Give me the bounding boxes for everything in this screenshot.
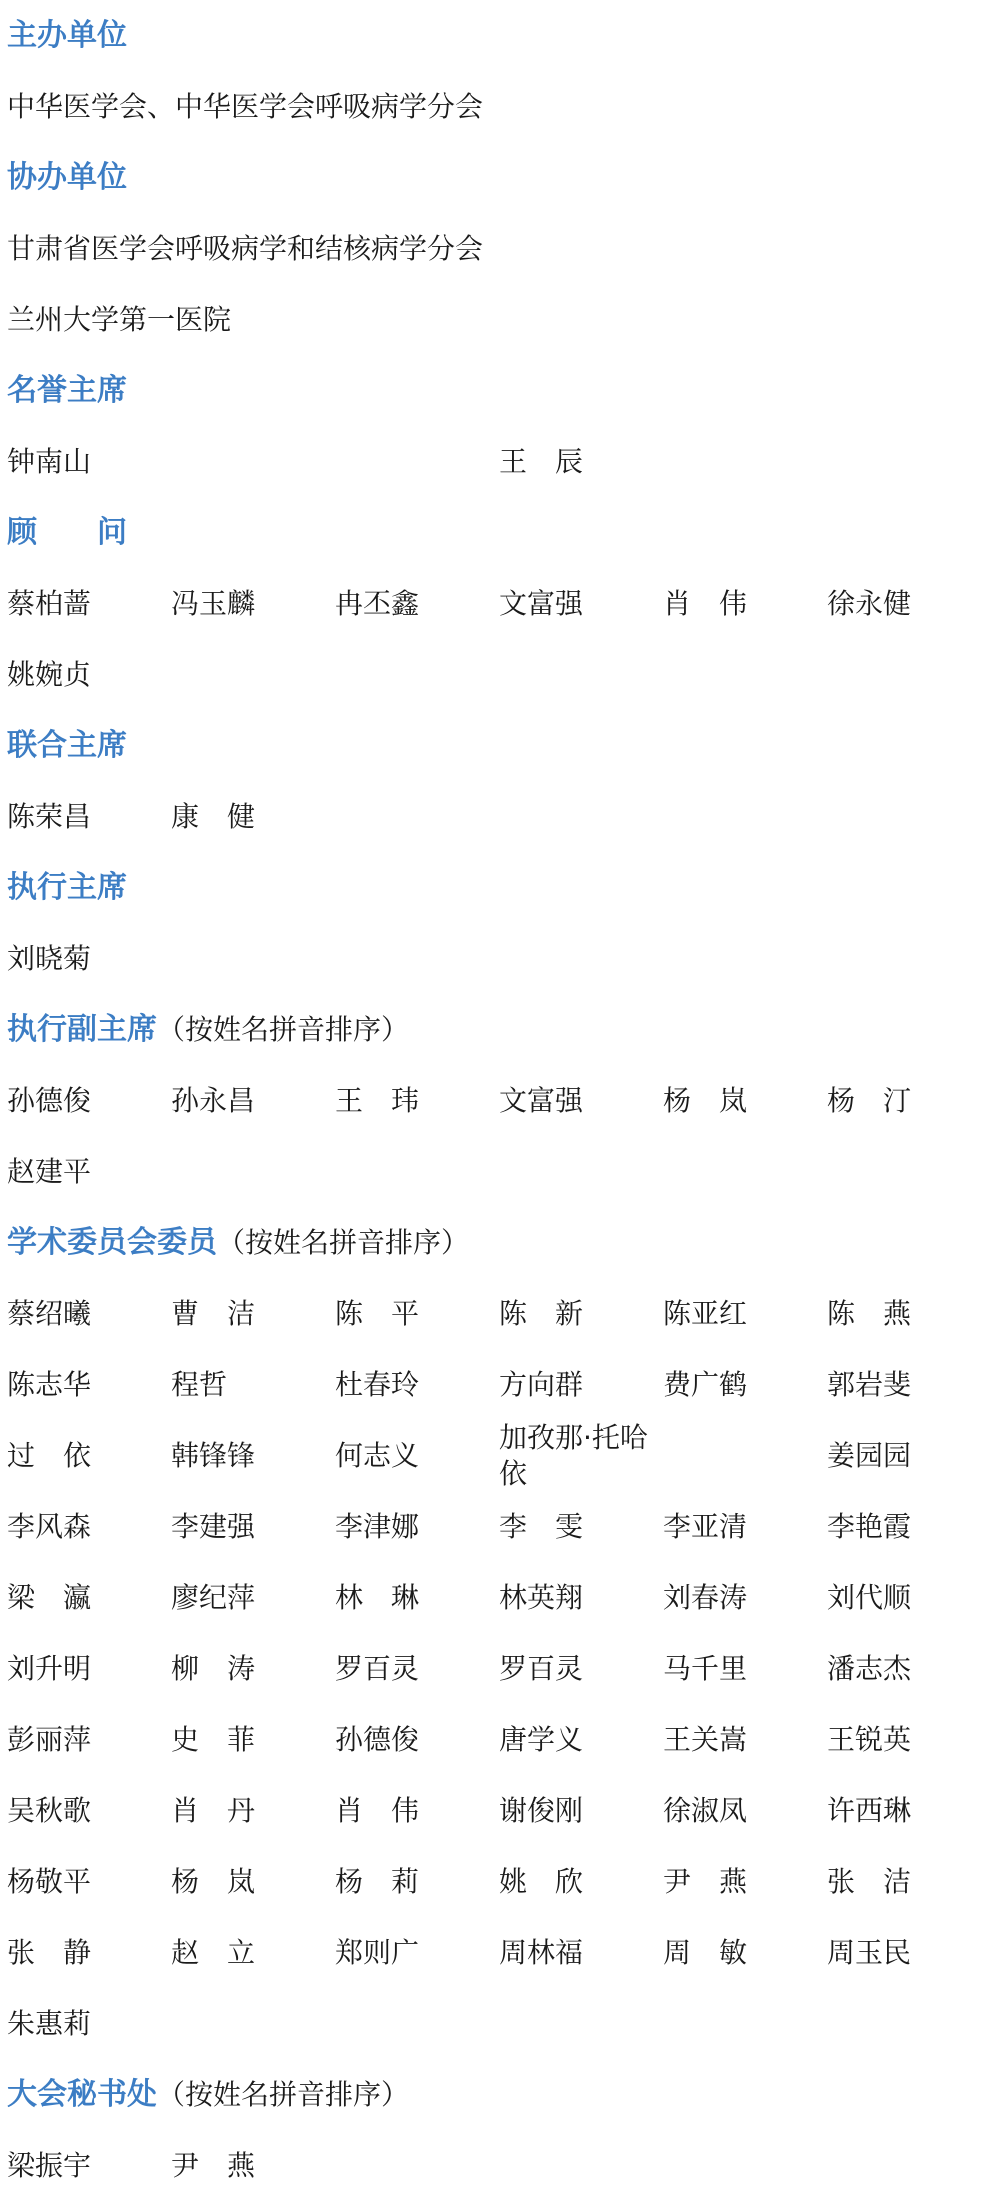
person-name: 吴秋歌 bbox=[7, 1793, 92, 1827]
sort-note: （按姓名拼音排序） bbox=[157, 1013, 410, 1046]
person-name: 王锐英 bbox=[827, 1722, 912, 1756]
person-name: 文富强 bbox=[499, 1083, 584, 1117]
person-name: 姚 欣 bbox=[499, 1864, 584, 1898]
person-name: 林英翔 bbox=[499, 1580, 584, 1614]
person-name: 过 依 bbox=[7, 1438, 92, 1472]
empty-cell bbox=[335, 923, 499, 994]
secretariat-names bbox=[0, 2130, 986, 2201]
empty-cell bbox=[663, 781, 827, 852]
person-name: 杨敬平 bbox=[7, 1864, 92, 1898]
person-name: 李 雯 bbox=[499, 1509, 584, 1543]
person-name: 刘春涛 bbox=[663, 1580, 748, 1614]
empty-cell bbox=[663, 923, 827, 994]
empty-cell bbox=[171, 923, 335, 994]
person-name: 陈 燕 bbox=[827, 1296, 912, 1330]
person-name: 梁 瀛 bbox=[7, 1580, 92, 1614]
person-name: 许西琳 bbox=[827, 1793, 912, 1827]
empty-cell bbox=[499, 1136, 663, 1207]
person-name: 谢俊刚 bbox=[499, 1793, 584, 1827]
person-name: 李亚清 bbox=[663, 1509, 748, 1543]
person-name: 肖 伟 bbox=[335, 1793, 420, 1827]
person-name: 杨 岚 bbox=[663, 1083, 748, 1117]
empty-cell bbox=[335, 1136, 499, 1207]
empty-cell bbox=[171, 1136, 335, 1207]
person-name: 杜春玲 bbox=[335, 1367, 420, 1401]
person-name: 潘志杰 bbox=[827, 1651, 912, 1685]
person-name: 文富强 bbox=[499, 586, 584, 620]
advisor-names bbox=[0, 568, 986, 710]
empty-cell bbox=[663, 1136, 827, 1207]
person-name: 廖纪萍 bbox=[171, 1580, 256, 1614]
empty-cell bbox=[499, 639, 663, 710]
person-name: 韩锋锋 bbox=[171, 1438, 256, 1472]
person-name: 孙永昌 bbox=[171, 1083, 256, 1117]
empty-cell bbox=[827, 923, 986, 994]
person-name: 何志义 bbox=[335, 1438, 420, 1472]
sort-note: （按姓名拼音排序） bbox=[157, 2078, 410, 2111]
person-name: 曹 洁 bbox=[171, 1296, 256, 1330]
person-name: 马千里 bbox=[663, 1651, 748, 1685]
sort-note: （按姓名拼音排序） bbox=[217, 1226, 470, 1259]
person-name: 钟南山 bbox=[7, 444, 92, 478]
person-name: 赵建平 bbox=[7, 1154, 92, 1188]
person-name: 孙德俊 bbox=[7, 1083, 92, 1117]
person-name: 王 玮 bbox=[335, 1083, 420, 1117]
person-name: 李艳霞 bbox=[827, 1509, 912, 1543]
empty-cell bbox=[827, 1136, 986, 1207]
section-title-executive-chair: 执行主席 bbox=[7, 870, 127, 905]
section-title-advisors: 顾 问 bbox=[7, 515, 127, 550]
person-name: 朱惠莉 bbox=[7, 2006, 92, 2040]
empty-cell bbox=[171, 639, 335, 710]
person-name: 刘代顺 bbox=[827, 1580, 912, 1614]
person-name: 费广鹤 bbox=[663, 1367, 748, 1401]
section-title-cohost: 协办单位 bbox=[7, 160, 127, 195]
person-name: 杨 岚 bbox=[171, 1864, 256, 1898]
section-title-honorary-chair: 名誉主席 bbox=[7, 373, 127, 408]
person-name: 张 洁 bbox=[827, 1864, 912, 1898]
person-name: 史 菲 bbox=[171, 1722, 256, 1756]
person-name: 陈 新 bbox=[499, 1296, 584, 1330]
empty-cell bbox=[499, 1988, 663, 2059]
person-name: 梁振宇 bbox=[7, 2148, 92, 2182]
person-name: 李风森 bbox=[7, 1509, 92, 1543]
person-name: 冉丕鑫 bbox=[335, 586, 420, 620]
empty-cell bbox=[335, 1988, 499, 2059]
person-name: 李建强 bbox=[171, 1509, 256, 1543]
empty-cell bbox=[171, 1988, 335, 2059]
person-name: 冯玉麟 bbox=[171, 586, 256, 620]
empty-cell bbox=[663, 1420, 827, 1491]
person-name: 王关嵩 bbox=[663, 1722, 748, 1756]
person-name: 杨 汀 bbox=[827, 1083, 912, 1117]
person-name: 林 琳 bbox=[335, 1580, 420, 1614]
person-name: 唐学义 bbox=[499, 1722, 584, 1756]
empty-cell bbox=[827, 781, 986, 852]
person-name: 徐永健 bbox=[827, 586, 912, 620]
section-title-executive-vice-chair bbox=[0, 994, 986, 1065]
person-name: 罗百灵 bbox=[335, 1651, 420, 1685]
executive-chair-names bbox=[0, 923, 986, 994]
person-name: 杨 莉 bbox=[335, 1864, 420, 1898]
empty-cell bbox=[335, 2130, 499, 2201]
person-name: 赵 立 bbox=[171, 1935, 256, 1969]
person-name: 陈荣昌 bbox=[7, 799, 92, 833]
honorary-chair-names bbox=[0, 426, 986, 497]
empty-cell bbox=[663, 1988, 827, 2059]
person-name: 陈 平 bbox=[335, 1296, 420, 1330]
empty-cell bbox=[827, 1988, 986, 2059]
empty-cell bbox=[827, 426, 986, 497]
empty-cell bbox=[663, 426, 827, 497]
person-name: 康 健 bbox=[171, 799, 256, 833]
empty-cell bbox=[171, 426, 335, 497]
cohost-organization: 甘肃省医学会呼吸病学和结核病学分会 bbox=[7, 232, 484, 265]
section-title-text: 学术委员会委员 bbox=[7, 1225, 217, 1260]
person-name: 周 敏 bbox=[663, 1935, 748, 1969]
person-name: 尹 燕 bbox=[171, 2148, 256, 2182]
person-name: 李津娜 bbox=[335, 1509, 420, 1543]
empty-cell bbox=[335, 781, 499, 852]
host-organization: 中华医学会、中华医学会呼吸病学分会 bbox=[7, 90, 484, 123]
person-name: 彭丽萍 bbox=[7, 1722, 92, 1756]
empty-cell bbox=[335, 426, 499, 497]
section-title-joint-chair: 联合主席 bbox=[7, 728, 127, 763]
person-name: 郭岩斐 bbox=[827, 1367, 912, 1401]
empty-cell bbox=[335, 639, 499, 710]
person-name: 陈志华 bbox=[7, 1367, 92, 1401]
person-name: 周林福 bbox=[499, 1935, 584, 1969]
person-name: 蔡绍曦 bbox=[7, 1296, 92, 1330]
person-name: 徐淑凤 bbox=[663, 1793, 748, 1827]
section-title-host: 主办单位 bbox=[7, 18, 127, 53]
person-name: 尹 燕 bbox=[663, 1864, 748, 1898]
person-name: 郑则广 bbox=[335, 1935, 420, 1969]
empty-cell bbox=[499, 2130, 663, 2201]
person-name: 肖 伟 bbox=[663, 586, 748, 620]
empty-cell bbox=[663, 639, 827, 710]
person-name: 加孜那·托哈依 bbox=[499, 1420, 648, 1490]
section-title-text: 大会秘书处 bbox=[7, 2077, 157, 2112]
person-name: 柳 涛 bbox=[171, 1651, 256, 1685]
person-name: 蔡柏蔷 bbox=[7, 586, 92, 620]
academic-committee-names bbox=[0, 1278, 986, 2059]
person-name: 孙德俊 bbox=[335, 1722, 420, 1756]
person-name: 罗百灵 bbox=[499, 1651, 584, 1685]
empty-cell bbox=[499, 781, 663, 852]
person-name: 刘晓菊 bbox=[7, 941, 92, 975]
joint-chair-names bbox=[0, 781, 986, 852]
executive-vice-chair-names bbox=[0, 1065, 986, 1207]
section-title-secretariat bbox=[0, 2059, 986, 2130]
person-name: 周玉民 bbox=[827, 1935, 912, 1969]
empty-cell bbox=[827, 2130, 986, 2201]
person-name: 姚婉贞 bbox=[7, 657, 92, 691]
person-name: 张 静 bbox=[7, 1935, 92, 1969]
person-name: 程哲 bbox=[171, 1367, 228, 1401]
person-name: 肖 丹 bbox=[171, 1793, 256, 1827]
empty-cell bbox=[499, 923, 663, 994]
empty-cell bbox=[663, 2130, 827, 2201]
person-name: 方向群 bbox=[499, 1367, 584, 1401]
cohost-organization: 兰州大学第一医院 bbox=[7, 303, 232, 336]
person-name: 刘升明 bbox=[7, 1651, 92, 1685]
person-name: 陈亚红 bbox=[663, 1296, 748, 1330]
person-name: 王 辰 bbox=[499, 444, 584, 478]
empty-cell bbox=[827, 639, 986, 710]
section-title-text: 执行副主席 bbox=[7, 1012, 157, 1047]
section-title-academic-committee bbox=[0, 1207, 986, 1278]
person-name: 姜园园 bbox=[827, 1438, 912, 1472]
